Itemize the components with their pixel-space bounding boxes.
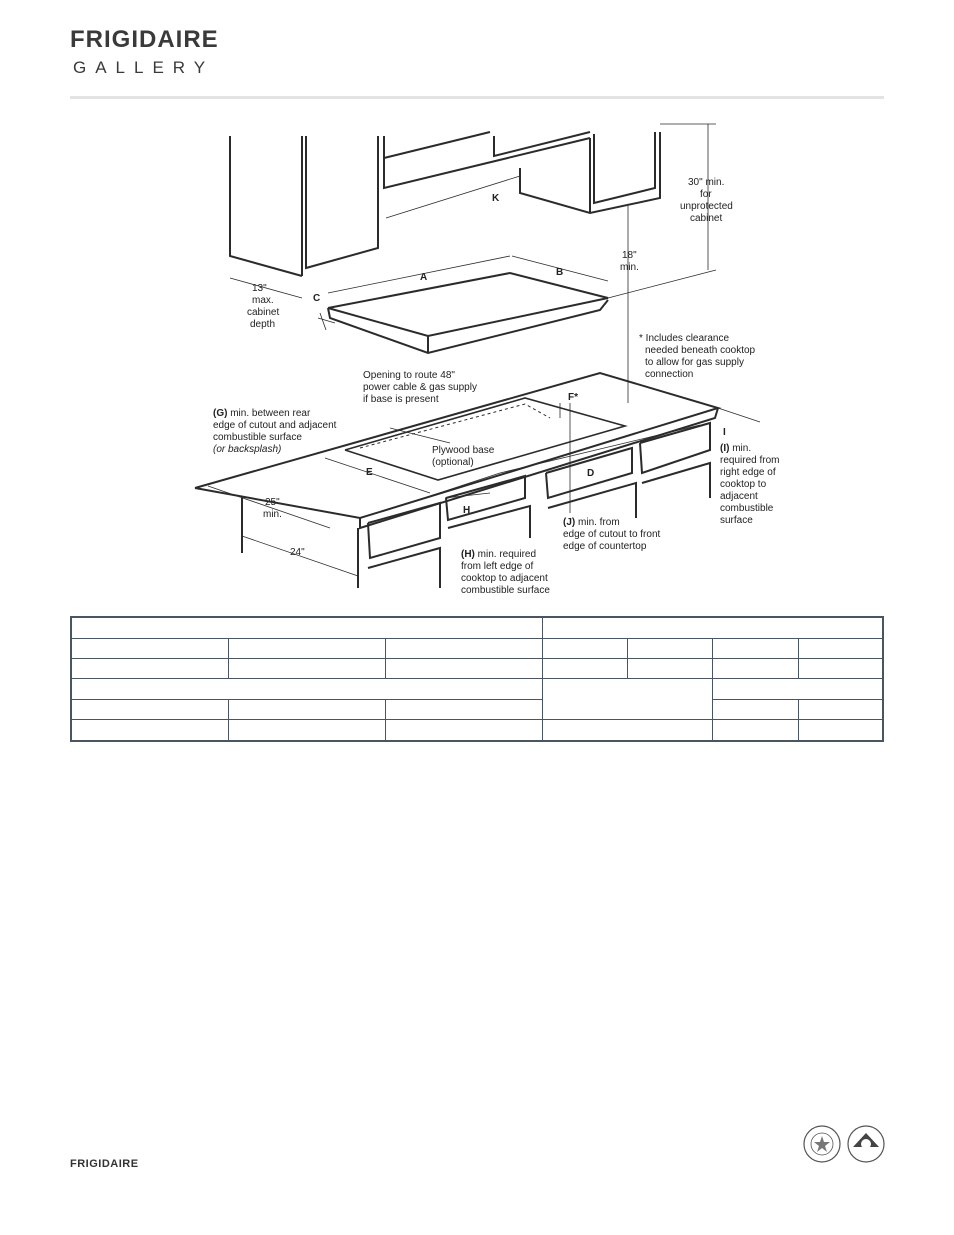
label-h: H <box>463 505 471 516</box>
i-line-6: combustible <box>720 503 774 514</box>
label-30-min: 30" min. <box>688 177 725 188</box>
table-row <box>71 617 883 638</box>
note-line-4: connection <box>645 369 694 380</box>
i-line-1-text: min. <box>729 443 752 454</box>
installation-diagram <box>190 118 780 598</box>
dimensions-table <box>70 616 884 742</box>
label-24: 24" <box>290 547 305 558</box>
csa-certified-seal-icon <box>848 1126 884 1162</box>
table-cell <box>712 638 798 658</box>
g-line-1 <box>213 408 311 419</box>
table-cell <box>228 638 385 658</box>
label-18-min: min. <box>620 262 639 273</box>
label-j: (J) <box>563 517 576 528</box>
footer-brand: FRIGIDAIRE <box>70 1158 139 1170</box>
header-divider <box>70 96 884 99</box>
g-line-1-text: min. between rear <box>227 408 311 419</box>
table-row <box>71 659 883 679</box>
table-row <box>71 638 883 658</box>
table-row <box>71 720 883 741</box>
table-cell <box>542 617 883 638</box>
h-line-4: combustible surface <box>461 585 550 596</box>
table-cell <box>228 699 385 719</box>
design-certified-seal-icon <box>804 1126 840 1162</box>
plywood-line-1: Plywood base <box>432 445 495 456</box>
table-cell <box>71 659 228 679</box>
table-cell <box>712 720 798 741</box>
brand-secondary: GALLERY <box>73 58 215 77</box>
table-cell <box>542 638 627 658</box>
h-line-3: cooktop to adjacent <box>461 573 548 584</box>
table-row <box>71 679 883 699</box>
label-d: D <box>587 468 595 479</box>
i-line-3: right edge of <box>720 467 776 478</box>
g-line-2: edge of cutout and adjacent <box>213 420 337 431</box>
i-line-2: required from <box>720 455 780 466</box>
table-cell <box>71 699 228 719</box>
label-25-min: min. <box>263 509 282 520</box>
table-cell <box>542 679 712 720</box>
i-line-7: surface <box>720 515 753 526</box>
plywood-line-2: (optional) <box>432 457 474 468</box>
table-cell <box>385 638 542 658</box>
g-line-4: (or backsplash) <box>213 444 282 455</box>
label-18: 18" <box>622 250 637 261</box>
table-cell <box>385 699 542 719</box>
h-line-2: from left edge of <box>461 561 534 572</box>
label-i-bold: (I) <box>720 443 730 454</box>
j-line-1 <box>563 517 620 528</box>
i-line-1 <box>720 443 751 454</box>
table-cell <box>798 720 883 741</box>
table-cell <box>798 699 883 719</box>
label-25: 25" <box>265 497 280 508</box>
table-cell <box>712 679 883 699</box>
note-line-1: * Includes clearance <box>639 333 730 344</box>
g-line-3: combustible surface <box>213 432 302 443</box>
label-cabinet-2: cabinet <box>690 213 723 224</box>
label-h-bold: (H) <box>461 549 475 560</box>
label-unprotected: unprotected <box>680 201 733 212</box>
table-cell <box>71 638 228 658</box>
label-b: B <box>556 267 564 278</box>
table-cell <box>542 659 627 679</box>
label-f: F* <box>568 392 578 403</box>
h-line-1-text: min. required <box>474 549 537 560</box>
j-line-3: edge of countertop <box>563 541 647 552</box>
table-cell <box>627 638 712 658</box>
table-cell <box>798 638 883 658</box>
label-a: A <box>420 272 428 283</box>
label-depth: depth <box>250 319 276 330</box>
opening-line-2: power cable & gas supply <box>363 382 477 393</box>
brand-logo <box>70 28 219 78</box>
note-line-2: needed beneath cooktop <box>645 345 756 356</box>
opening-line-1: Opening to route 48" <box>363 370 455 381</box>
table-cell <box>228 720 385 741</box>
table-cell <box>712 699 798 719</box>
table-cell <box>542 720 712 741</box>
certification-badges <box>803 1125 887 1165</box>
label-e: E <box>366 467 373 478</box>
h-line-1 <box>461 549 536 560</box>
table-cell <box>627 659 712 679</box>
label-max: max. <box>252 295 274 306</box>
note-line-3: to allow for gas supply <box>645 357 744 368</box>
label-13: 13" <box>252 283 267 294</box>
table-cell <box>798 659 883 679</box>
label-g: (G) <box>213 408 228 419</box>
table-cell <box>71 720 228 741</box>
table-cell <box>71 617 542 638</box>
label-cabinet: cabinet <box>247 307 280 318</box>
label-i: I <box>723 427 726 438</box>
label-k: K <box>492 193 500 204</box>
table-cell <box>385 659 542 679</box>
table-cell <box>712 659 798 679</box>
table-cell <box>228 659 385 679</box>
table-row <box>71 699 883 719</box>
j-line-2: edge of cutout to front <box>563 529 661 540</box>
table-cell <box>71 679 542 699</box>
label-c: C <box>313 293 321 304</box>
table-cell <box>385 720 542 741</box>
i-line-4: cooktop to <box>720 479 767 490</box>
label-for: for <box>700 189 712 200</box>
brand-primary: FRIGIDAIRE <box>70 26 219 53</box>
j-line-1-text: min. from <box>575 517 620 528</box>
opening-line-3: if base is present <box>363 394 439 405</box>
i-line-5: adjacent <box>720 491 758 502</box>
